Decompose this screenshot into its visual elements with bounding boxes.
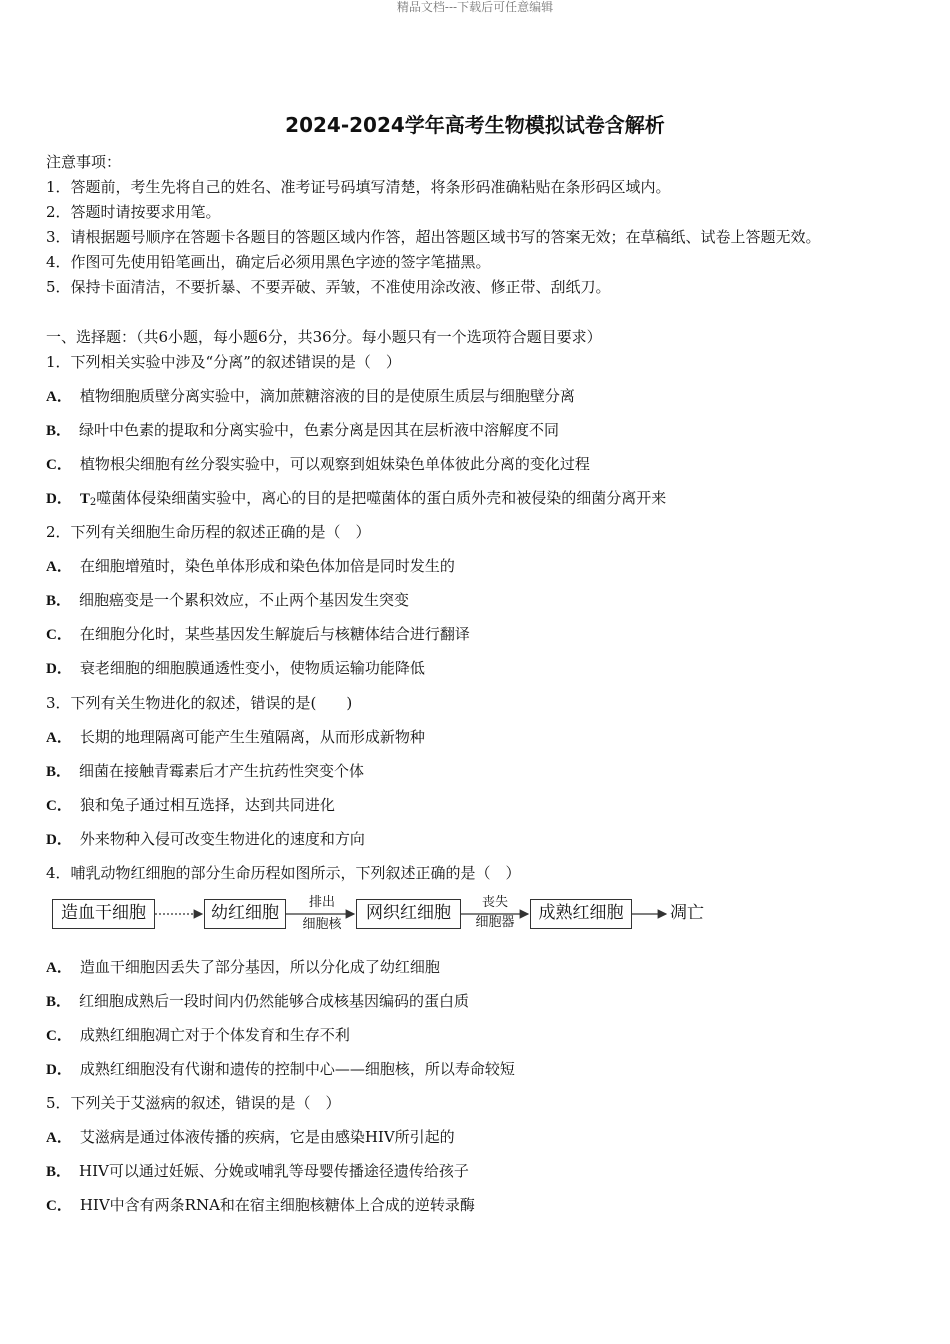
label-apoptosis: 凋亡 (670, 903, 704, 923)
option-letter: C． (46, 1028, 72, 1044)
option-letter: B． (46, 994, 72, 1010)
label-nucleus: 细胞核 (302, 917, 342, 932)
question-2-option-b (46, 590, 409, 611)
option-letter: B． (46, 764, 72, 780)
question-1-option-a (46, 386, 575, 407)
option-text: 细菌在接触青霉素后才产生抗药性突变个体 (79, 762, 365, 780)
option-letter: B． (46, 593, 72, 609)
question-5-stem: 5．下列关于艾滋病的叙述，错误的是（ ） (46, 1094, 341, 1112)
option-text: 长期的地理隔离可能产生生殖隔离，从而形成新物种 (79, 728, 425, 746)
label-organelles: 细胞器 (475, 915, 515, 930)
option-text: 在细胞增殖时，染色单体形成和染色体加倍是同时发生的 (79, 557, 455, 575)
question-4-option-a (46, 957, 440, 978)
question-1-option-d (46, 488, 666, 509)
label-lose: 丧失 (481, 895, 508, 910)
option-letter: C． (46, 1198, 72, 1214)
box-hematopoietic-stem-cell: 造血干细胞 (52, 899, 155, 929)
question-3-option-a (46, 727, 425, 748)
box-erythroblast: 幼红细胞 (204, 899, 286, 929)
red-cell-lifecycle-diagram (52, 893, 752, 937)
option-letter: D． (46, 1062, 72, 1078)
question-2-option-d (46, 658, 425, 679)
option-text: 狼和兔子通过相互选择，达到共同进化 (79, 796, 335, 814)
question-3-option-c (46, 795, 335, 816)
question-5-option-c (46, 1195, 475, 1216)
option-text: 外来物种入侵可改变生物进化的速度和方向 (79, 830, 365, 848)
notice-item-5: 5．保持卡面清洁，不要折暴、不要弄破、弄皱，不准使用涂改液、修正带、刮纸刀。 (46, 278, 611, 296)
option-text: 红细胞成熟后一段时间内仍然能够合成核基因编码的蛋白质 (79, 992, 470, 1010)
box-reticulocyte: 网织红细胞 (356, 899, 461, 929)
phage-symbol: T (79, 491, 90, 507)
phage-subscript: 2 (89, 497, 97, 508)
option-text: 植物根尖细胞有丝分裂实验中，可以观察到姐妹染色单体彼此分离的变化过程 (79, 455, 590, 473)
option-letter: B． (46, 1164, 72, 1180)
notice-item-2: 2．答题时请按要求用笔。 (46, 203, 221, 221)
option-letter: D． (46, 832, 72, 848)
question-4-option-d (46, 1059, 515, 1080)
question-1-option-b (46, 420, 559, 441)
option-letter: A． (46, 730, 72, 746)
option-letter: C． (46, 798, 72, 814)
option-text: HIV中含有两条RNA和在宿主细胞核糖体上合成的逆转录酶 (79, 1196, 475, 1214)
question-2-stem: 2．下列有关细胞生命历程的叙述正确的是（ ） (46, 523, 371, 541)
page-title: 2024-2024学年高考生物模拟试卷含解析 (285, 113, 665, 137)
question-5-option-a (46, 1127, 455, 1148)
question-5-option-b (46, 1161, 469, 1182)
question-1-option-c (46, 454, 590, 475)
option-text: 艾滋病是通过体液传播的疾病，它是由感染HIV所引起的 (79, 1128, 455, 1146)
option-letter: A． (46, 389, 72, 405)
notice-heading: 注意事项： (46, 153, 122, 171)
option-text: 植物细胞质壁分离实验中，滴加蔗糖溶液的目的是使原生质层与细胞壁分离 (79, 387, 575, 405)
option-text: 造血干细胞因丢失了部分基因，所以分化成了幼红细胞 (79, 958, 440, 976)
option-text: 衰老细胞的细胞膜通透性变小，使物质运输功能降低 (79, 659, 425, 677)
notice-item-3: 3．请根据题号顺序在答题卡各题目的答题区域内作答，超出答题区域书写的答案无效；在草稿纸、试卷上答题无效。 (46, 228, 821, 246)
page-watermark: 精品文档---下载后可任意编辑 (396, 0, 554, 14)
notice-item-1: 1．答题前，考生先将自己的姓名、准考证号码填写清楚，将条形码准确粘贴在条形码区域内。 (46, 178, 671, 196)
notice-item-4: 4．作图可先使用铅笔画出，确定后必须用黑色字迹的签字笔描黑。 (46, 253, 491, 271)
label-expel: 排出 (308, 895, 335, 910)
section-heading: 一、选择题：（共6小题，每小题6分，共36分。每小题只有一个选项符合题目要求） (46, 328, 602, 346)
option-text: 成熟红细胞没有代谢和遗传的控制中心——细胞核，所以寿命较短 (79, 1060, 515, 1078)
question-2-option-a (46, 556, 455, 577)
question-4-option-b (46, 991, 469, 1012)
question-2-option-c (46, 624, 470, 645)
option-text: 细胞癌变是一个累积效应，不止两个基因发生突变 (79, 591, 410, 609)
option-letter: C． (46, 627, 72, 643)
question-3-stem: 3．下列有关生物进化的叙述，错误的是( ) (46, 694, 353, 712)
option-letter: D． (46, 491, 72, 507)
option-letter: A． (46, 559, 72, 575)
question-3-option-d (46, 829, 365, 850)
question-1-stem: 1．下列相关实验中涉及“分离”的叙述错误的是（ ） (46, 353, 401, 371)
option-letter: C． (46, 457, 72, 473)
option-letter: B． (46, 423, 72, 439)
question-3-option-b (46, 761, 364, 782)
option-letter: A． (46, 1130, 72, 1146)
option-text: 绿叶中色素的提取和分离实验中，色素分离是因其在层析液中溶解度不同 (79, 421, 560, 439)
option-text: 成熟红细胞凋亡对于个体发育和生存不利 (79, 1026, 350, 1044)
box-mature-red-cell: 成熟红细胞 (530, 899, 632, 929)
option-text: 噬菌体侵染细菌实验中，离心的目的是把噬菌体的蛋白质外壳和被侵染的细菌分离开来 (96, 489, 667, 507)
option-letter: A． (46, 960, 72, 976)
question-4-stem: 4．哺乳动物红细胞的部分生命历程如图所示，下列叙述正确的是（ ） (46, 864, 521, 882)
option-text: HIV可以通过妊娠、分娩或哺乳等母婴传播途径遗传给孩子 (79, 1162, 469, 1180)
option-letter: D． (46, 661, 72, 677)
question-4-option-c (46, 1025, 350, 1046)
option-text: 在细胞分化时，某些基因发生解旋后与核糖体结合进行翻译 (79, 625, 470, 643)
